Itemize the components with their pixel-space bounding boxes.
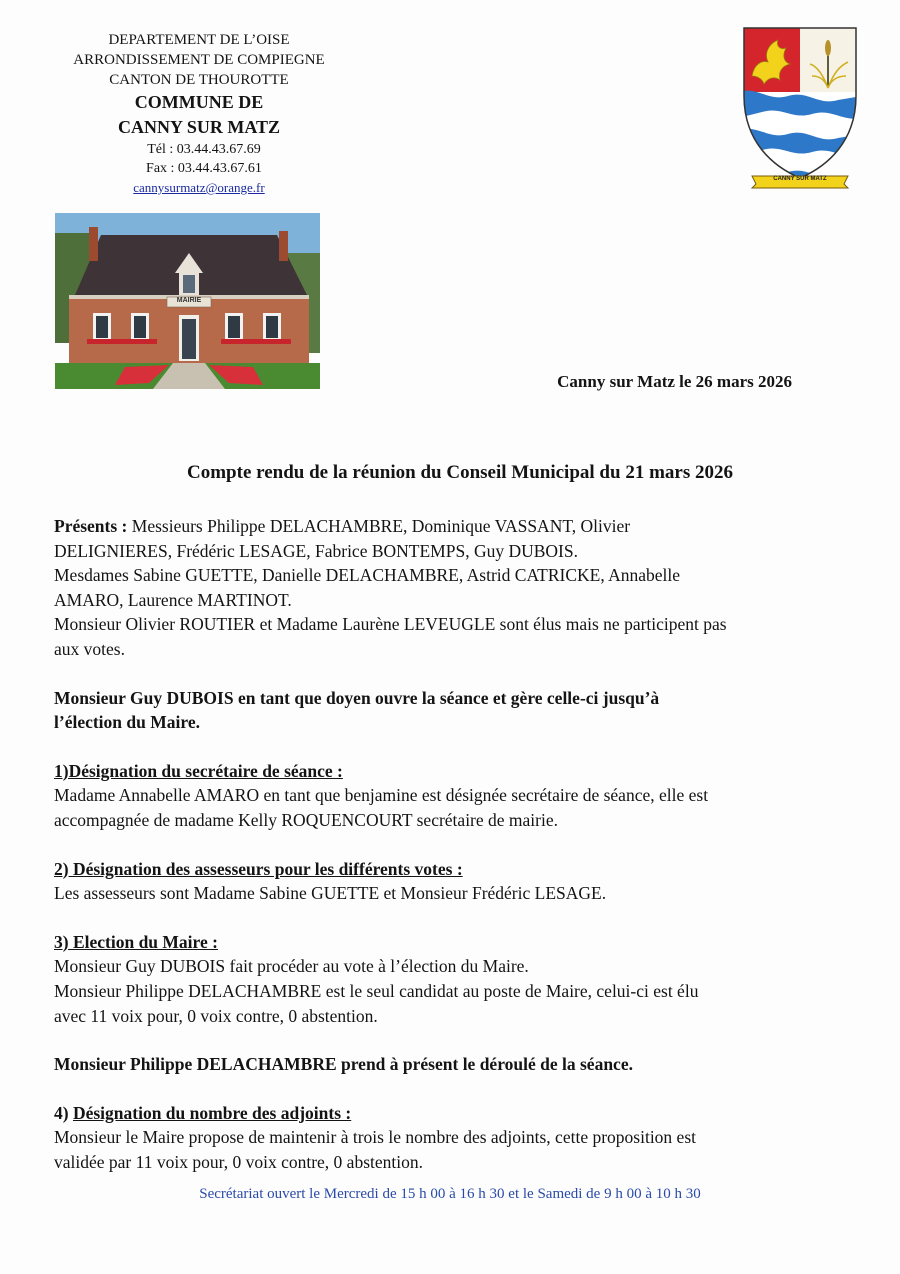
section-3-line-1: Monsieur Guy DUBOIS fait procéder au vote à l’élection du Maire. — [54, 956, 529, 977]
section-4-line-1: Monsieur le Maire propose de maintenir à trois le nombre des adjoints, cette proposition est — [54, 1127, 696, 1148]
coat-ribbon-text: CANNY SUR MATZ — [773, 176, 827, 182]
presents-line-4: AMARO, Laurence MARTINOT. — [54, 589, 292, 610]
email-link[interactable]: cannysurmatz@orange.fr — [133, 180, 265, 195]
section-4-heading: 4) Désignation du nombre des adjoints : — [54, 1102, 352, 1123]
department-line: DEPARTEMENT DE L’OISE — [108, 32, 290, 48]
section-4-line-2: validée par 11 voix pour, 0 voix contre, 0 abstention. — [54, 1151, 423, 1172]
document-title: Compte rendu de la réunion du Conseil Municipal du 21 mars 2026 — [187, 462, 733, 483]
mayor-statement: Monsieur Philippe DELACHAMBRE prend à présent le déroulé de la séance. — [54, 1054, 633, 1075]
document-date: Canny sur Matz le 26 mars 2026 — [557, 372, 792, 391]
section-3-line-2: Monsieur Philippe DELACHAMBRE est le seul candidat au poste de Maire, celui-ci est élu — [54, 980, 699, 1001]
presents-line-2: DELIGNIERES, Frédéric LESAGE, Fabrice BONTEMPS, Guy DUBOIS. — [54, 540, 578, 561]
section-1-line-2: accompagnée de madame Kelly ROQUENCOURT secrétaire de mairie. — [54, 809, 558, 830]
section-1-line-1: Madame Annabelle AMARO en tant que benjamine est désignée secrétaire de séance, elle est — [54, 785, 709, 806]
section-1-heading: 1)Désignation du secrétaire de séance : — [54, 760, 343, 781]
presents-line-6: aux votes. — [54, 638, 125, 659]
commune-label: COMMUNE DE — [134, 92, 264, 112]
commune-name: CANNY SUR MATZ — [118, 117, 280, 137]
opening-line-2: l’élection du Maire. — [54, 712, 200, 733]
footer-hours: Secrétariat ouvert le Mercredi de 15 h 00 à 16 h 30 et le Samedi de 9 h 00 à 10 h 30 — [199, 1186, 701, 1202]
section-3-heading: 3) Election du Maire : — [54, 931, 218, 952]
section-3-line-3: avec 11 voix pour, 0 voix contre, 0 abstention. — [54, 1005, 378, 1026]
letterhead — [54, 30, 344, 197]
mairie-sign: MAIRIE — [176, 297, 202, 304]
telephone: Tél : 03.44.43.67.69 — [147, 142, 261, 157]
arrondissement-line: ARRONDISSEMENT DE COMPIEGNE — [73, 52, 325, 68]
canton-line: CANTON DE THOUROTTE — [109, 72, 289, 88]
opening-line-1: Monsieur Guy DUBOIS en tant que doyen ouvre la séance et gère celle-ci jusqu’à — [54, 687, 660, 708]
coat-of-arms-icon — [738, 26, 862, 192]
section-2-heading: 2) Désignation des assesseurs pour les différents votes : — [54, 858, 463, 879]
presents-line-5: Monsieur Olivier ROUTIER et Madame Laurène LEVEUGLE sont élus mais ne participent pas — [54, 614, 727, 635]
presents-label: Présents : — [54, 516, 128, 536]
section-2-line-1: Les assesseurs sont Madame Sabine GUETTE et Monsieur Frédéric LESAGE. — [54, 883, 607, 904]
presents-line-1: Présents : Messieurs Philippe DELACHAMBRE, Dominique VASSANT, Olivier — [54, 516, 631, 536]
fax: Fax : 03.44.43.67.61 — [146, 161, 262, 176]
presents-line-3: Mesdames Sabine GUETTE, Danielle DELACHAMBRE, Astrid CATRICKE, Annabelle — [54, 565, 681, 586]
document-body — [54, 514, 874, 1174]
